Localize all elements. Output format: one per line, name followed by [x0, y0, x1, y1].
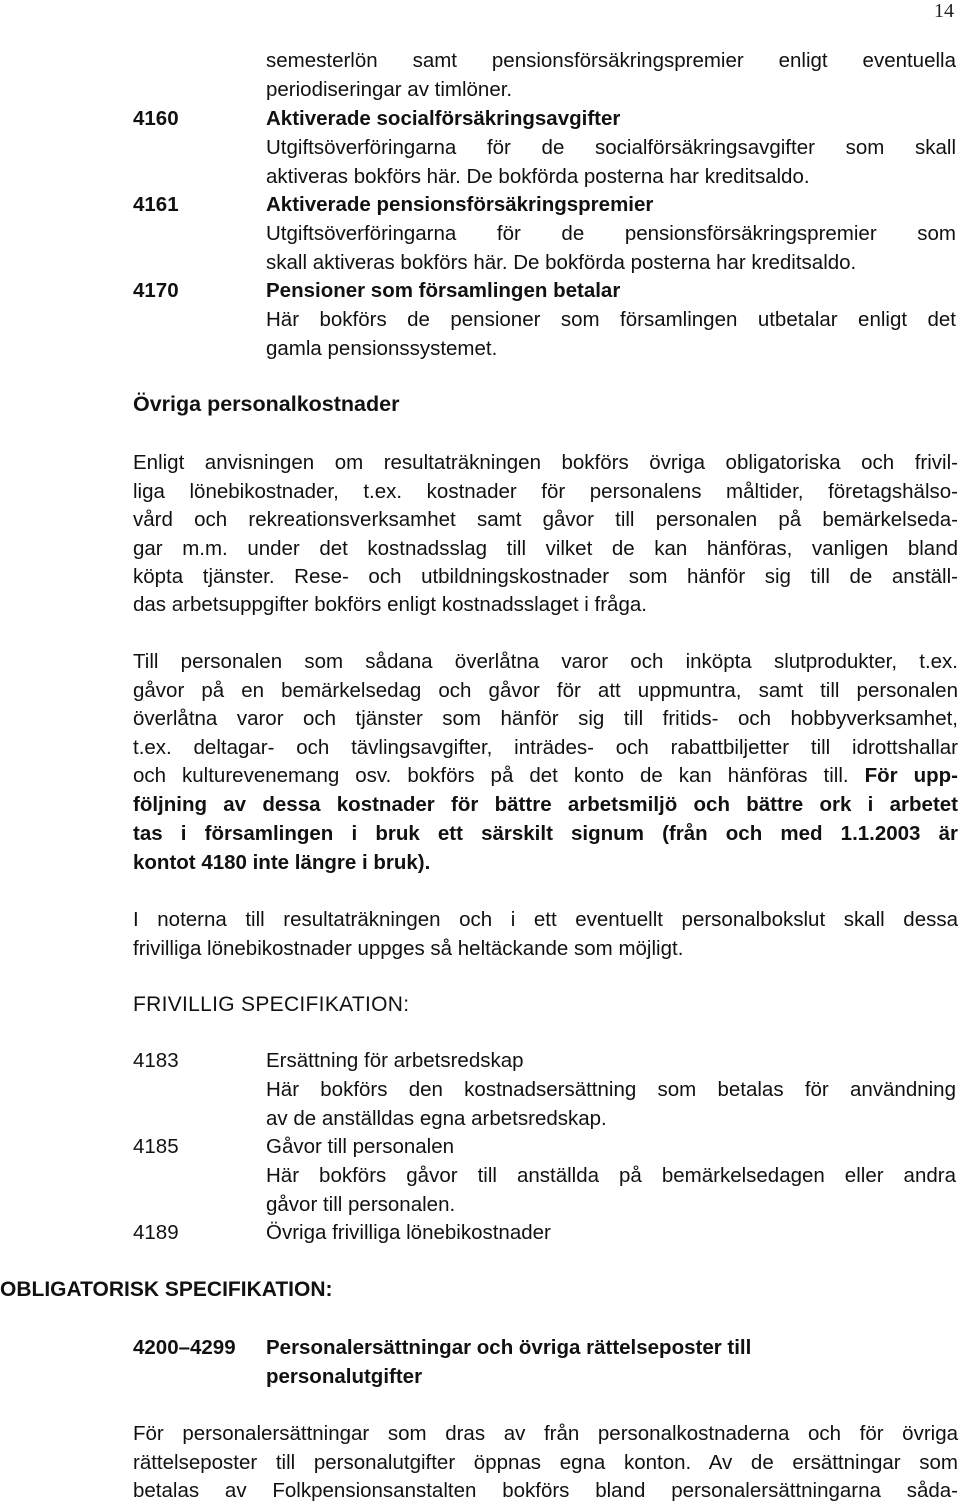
- section-heading: Övriga personalkostnader: [133, 392, 400, 416]
- paragraph-line: betalas av Folkpensionsanstalten bokförs bland personalersättningarna såda-: [133, 1479, 958, 1502]
- account-code: 4185: [133, 1135, 179, 1158]
- paragraph-line: Till personalen som sådana överlåtna varor och inköpta slutprodukter, t.ex.: [133, 650, 958, 673]
- account-desc-line: Här bokförs gåvor till anställda på bemärkelsedagen eller andra: [266, 1164, 956, 1187]
- account-desc-line: gamla pensionssystemet.: [266, 337, 498, 360]
- paragraph-line: överlåtna varor och tjänster som hänför sig till fritids- och hobbyverksamhet,: [133, 707, 958, 730]
- emphasis-line: följning av dessa kostnader för bättre arbetsmiljö och bättre ork i arbetet: [133, 793, 958, 816]
- account-code: 4170: [133, 279, 179, 302]
- account-range-title: Personalersättningar och övriga rättelseposter till: [266, 1336, 752, 1359]
- account-title: Aktiverade socialförsäkringsavgifter: [266, 107, 621, 130]
- paragraph-line: vård och rekreationsverksamhet samt gåvor till personalen på bemärkelseda-: [133, 508, 958, 531]
- account-desc-line: Här bokförs de pensioner som församlingen utbetalar enligt det: [266, 308, 956, 331]
- account-code: 4189: [133, 1221, 179, 1244]
- paragraph-line-mixed: [133, 761, 958, 790]
- account-title: Övriga frivilliga lönebikostnader: [266, 1221, 551, 1244]
- account-desc-line: Här bokförs den kostnadsersättning som betalas för användning: [266, 1078, 956, 1101]
- emphasis-text: För upp-: [864, 764, 958, 787]
- account-code: 4160: [133, 107, 179, 130]
- account-range-code: 4200–4299: [133, 1336, 236, 1359]
- account-desc-line: av de anställdas egna arbetsredskap.: [266, 1107, 607, 1130]
- account-code: 4183: [133, 1049, 179, 1072]
- account-range-title: personalutgifter: [266, 1365, 423, 1388]
- paragraph-line: frivilliga lönebikostnader uppges så heltäckande som möjligt.: [133, 937, 684, 960]
- paragraph-line: I noterna till resultaträkningen och i ett eventuellt personalbokslut skall dessa: [133, 908, 958, 931]
- intro-line: semesterlön samt pensionsförsäkringspremier enligt eventuella: [266, 49, 956, 72]
- account-desc-line: skall aktiveras bokförs här. De bokförda posterna har kreditsaldo.: [266, 251, 857, 274]
- paragraph-line: t.ex. deltagar- och tävlingsavgifter, inträdes- och rabattbiljetter till idrottshallar: [133, 736, 958, 759]
- paragraph-line: das arbetsuppgifter bokförs enligt kostnadsslaget i fråga.: [133, 593, 647, 616]
- paragraph-line: liga lönebikostnader, t.ex. kostnader för personalens måltider, företagshälso-: [133, 480, 958, 503]
- paragraph-line: gåvor på en bemärkelsedag och gåvor för att uppmuntra, samt till personalen: [133, 679, 958, 702]
- paragraph-line: Enligt anvisningen om resultaträkningen bokförs övriga obligatoriska och frivil-: [133, 451, 958, 474]
- account-title: Ersättning för arbetsredskap: [266, 1049, 524, 1072]
- account-title: Aktiverade pensionsförsäkringspremier: [266, 193, 654, 216]
- account-desc-line: gåvor till personalen.: [266, 1193, 456, 1216]
- account-title: Pensioner som församlingen betalar: [266, 279, 621, 302]
- optional-spec-heading: FRIVILLIG SPECIFIKATION:: [133, 993, 410, 1016]
- intro-line: periodiseringar av timlöner.: [266, 78, 513, 101]
- mandatory-spec-heading: OBLIGATORISK SPECIFIKATION:: [0, 1278, 333, 1301]
- paragraph-line: För personalersättningar som dras av från personalkostnaderna och för övriga: [133, 1422, 958, 1445]
- account-desc-line: Utgiftsöverföringarna för de pensionsförsäkringspremier som: [266, 222, 956, 245]
- paragraph-text: och kulturevenemang osv. bokförs på det konto de kan hänföras till.: [133, 764, 849, 787]
- paragraph-line: köpta tjänster. Rese- och utbildningskostnader som hänför sig till de anställ-: [133, 565, 958, 588]
- account-title: Gåvor till personalen: [266, 1135, 455, 1158]
- account-code: 4161: [133, 193, 179, 216]
- emphasis-line: tas i församlingen i bruk ett särskilt signum (från och med 1.1.2003 är: [133, 822, 958, 845]
- page-number: 14: [934, 0, 954, 22]
- account-desc-line: aktiveras bokförs här. De bokförda posterna har kreditsaldo.: [266, 165, 810, 188]
- emphasis-line: kontot 4180 inte längre i bruk).: [133, 851, 431, 874]
- account-desc-line: Utgiftsöverföringarna för de socialförsäkringsavgifter som skall: [266, 136, 956, 159]
- paragraph-line: rättelseposter till personalutgifter öppnas egna konton. Av de ersättningar som: [133, 1451, 958, 1474]
- paragraph-line: gar m.m. under det kostnadsslag till vilket de kan hänföras, vanligen bland: [133, 537, 958, 560]
